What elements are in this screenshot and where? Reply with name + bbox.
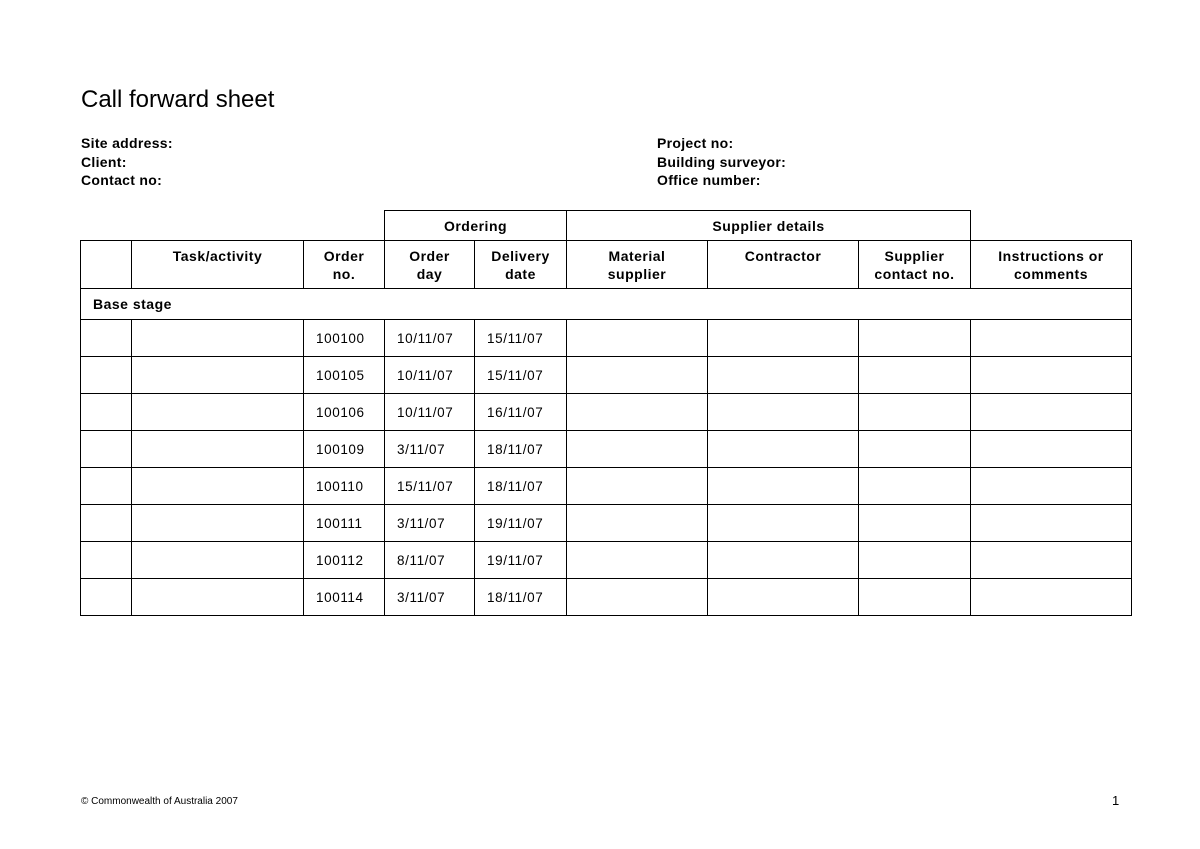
table-body [81,320,1132,616]
column-header-row [81,241,1132,289]
order-day-cell: 10/11/07 [385,394,475,431]
order-no-cell: 100111 [304,505,385,542]
index-cell [81,542,132,579]
contractor-cell [708,431,859,468]
instructions-cell [971,394,1132,431]
table-row [81,579,1132,616]
delivery-date-cell: 18/11/07 [475,579,567,616]
task-activity-cell [132,505,304,542]
order-no-cell: 100112 [304,542,385,579]
order-day-cell: 10/11/07 [385,357,475,394]
supplier-contact-cell [859,542,971,579]
table-row [81,468,1132,505]
contractor-cell [708,542,859,579]
delivery-date-cell: 18/11/07 [475,431,567,468]
site-address-label: Site address: [81,135,173,151]
task-activity-cell [132,542,304,579]
contractor-cell [708,579,859,616]
office-number-label: Office number: [657,172,761,188]
contractor-header: Contractor [708,241,859,289]
supplier-contact-cell [859,468,971,505]
supplier-contact-cell [859,431,971,468]
material-supplier-cell [567,431,708,468]
table-row [81,394,1132,431]
order-day-cell: 10/11/07 [385,320,475,357]
index-cell [81,505,132,542]
order-day-cell: 8/11/07 [385,542,475,579]
instructions-cell [971,431,1132,468]
page-title: Call forward sheet [81,86,275,113]
order-no-cell: 100109 [304,431,385,468]
order-no-cell: 100106 [304,394,385,431]
task-activity-cell [132,394,304,431]
supplier-details-group-header: Supplier details [567,211,971,241]
material-supplier-cell [567,468,708,505]
supplier-contact-cell [859,357,971,394]
stage-row [81,289,1132,320]
task-activity-cell [132,320,304,357]
material-supplier-cell [567,505,708,542]
table-row [81,505,1132,542]
delivery-date-cell: 15/11/07 [475,357,567,394]
supplier-contact-cell [859,320,971,357]
project-no-label: Project no: [657,135,734,151]
order-no-cell: 100105 [304,357,385,394]
contact-no-label: Contact no: [81,172,163,188]
index-cell [81,579,132,616]
task-activity-cell [132,468,304,505]
site-info-fields [81,134,173,190]
material-supplier-cell [567,579,708,616]
order-day-cell: 15/11/07 [385,468,475,505]
table-row [81,542,1132,579]
table-row [81,357,1132,394]
instructions-cell [971,468,1132,505]
order-day-cell: 3/11/07 [385,505,475,542]
order-no-cell: 100100 [304,320,385,357]
delivery-date-cell: 15/11/07 [475,320,567,357]
contractor-cell [708,357,859,394]
order-day-header: Order day [385,241,475,289]
supplier-contact-cell [859,505,971,542]
instructions-cell [971,505,1132,542]
index-cell [81,468,132,505]
instructions-cell [971,542,1132,579]
task-activity-cell [132,431,304,468]
material-supplier-cell [567,320,708,357]
index-cell [81,357,132,394]
delivery-date-cell: 19/11/07 [475,505,567,542]
task-activity-cell [132,579,304,616]
instructions-header: Instructions or comments [971,241,1132,289]
instructions-cell [971,357,1132,394]
table-row [81,320,1132,357]
group-header-spacer [81,211,385,241]
order-no-header: Order no. [304,241,385,289]
contractor-cell [708,505,859,542]
client-label: Client: [81,153,127,170]
order-day-cell: 3/11/07 [385,579,475,616]
index-cell [81,394,132,431]
order-day-cell: 3/11/07 [385,431,475,468]
order-no-cell: 100114 [304,579,385,616]
material-supplier-cell [567,357,708,394]
delivery-date-cell: 16/11/07 [475,394,567,431]
instructions-cell [971,320,1132,357]
material-supplier-cell [567,542,708,579]
index-cell [81,431,132,468]
group-header-spacer-right [971,211,1132,241]
table-row [81,431,1132,468]
building-surveyor-label: Building surveyor: [657,153,787,170]
delivery-date-cell: 19/11/07 [475,542,567,579]
supplier-contact-header: Supplier contact no. [859,241,971,289]
copyright-footer: © Commonwealth of Australia 2007 [81,796,238,807]
delivery-date-header: Delivery date [475,241,567,289]
contractor-cell [708,394,859,431]
page-number: 1 [1112,793,1120,808]
base-stage-label: Base stage [81,289,1132,320]
material-supplier-cell [567,394,708,431]
index-column-header [81,241,132,289]
supplier-contact-cell [859,394,971,431]
instructions-cell [971,579,1132,616]
ordering-group-header: Ordering [385,211,567,241]
supplier-contact-cell [859,579,971,616]
project-info-fields [657,134,786,190]
material-supplier-header: Material supplier [567,241,708,289]
contractor-cell [708,468,859,505]
index-cell [81,320,132,357]
task-activity-header: Task/activity [132,241,304,289]
delivery-date-cell: 18/11/07 [475,468,567,505]
order-no-cell: 100110 [304,468,385,505]
task-activity-cell [132,357,304,394]
contractor-cell [708,320,859,357]
call-forward-table [80,210,1132,616]
group-header-row [81,211,1132,241]
